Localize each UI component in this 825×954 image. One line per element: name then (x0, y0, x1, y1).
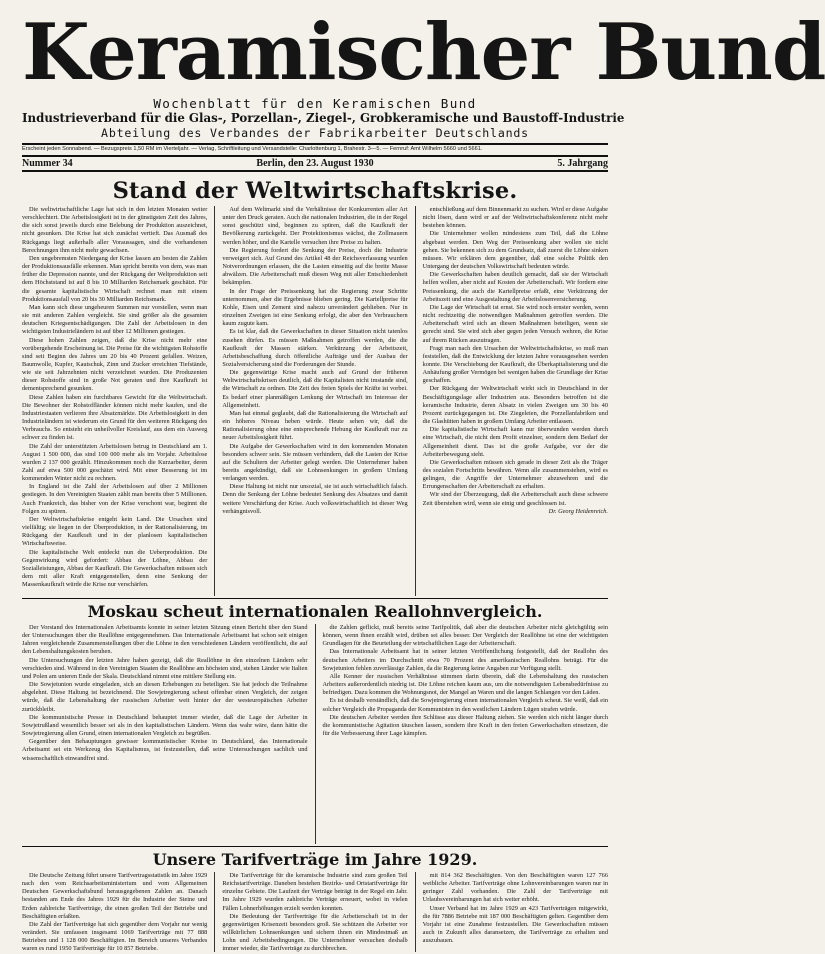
paragraph: Gegenüber den Behauptungen gewisser kommunistischer Kreise in Deutschland, das Internationale Arbeitsamt sei ein Werkzeug des Kapitalismus, ist festzustellen, daß seine Untersuchungen sachlich und wissenschaftlich einwandfrei sind. (22, 738, 308, 762)
paragraph: Man hat einmal geglaubt, daß die Rationalisierung die Wirtschaft auf ein höheres Niveau heben würde. Heute sehen wir, daß die Rationalisierung ohne eine entsprechende Hebung der Kaufkraft nur zu neuer Arbeitslosigkeit führt. (222, 409, 408, 442)
article1-column-2 (222, 206, 407, 596)
paragraph: Der Vorstand des Internationalen Arbeitsamts konnte in seiner letzten Sitzung einen Bericht über den Stand der Untersuchungen über die Reallöhne entgegennehmen. Das Internationale Arbeitsamt hat schon seit einigen Jahren vergleichende Zusammenstellungen über die Löhne in den verschiedenen Ländern veröffentlicht, die auf den Lebenshaltungskosten beruhen. (22, 624, 308, 656)
article1-column-3 (423, 206, 608, 596)
author-signature: Dr. Georg Heidenreich. (548, 507, 608, 515)
paragraph: Die Zahl der unterstützten Arbeitslosen betrug in Deutschland am 1. August 1 500 000, das sind 100 000 mehr als im Vorjahr. Arbeitslose wurden 2 137 000 gezählt. Hinzukommen noch die Kurzarbeiter, deren Zahl auf etwa 500 000 geschätzt wird. Mit einer Besserung ist im kommenden Winter nicht zu rechnen. (22, 442, 208, 483)
paragraph: Es ist klar, daß die Gewerkschaften in dieser Situation nicht tatenlos zusehen dürfen. Es müssen Maßnahmen getroffen werden, die die Kaufkraft der Massen stärken. Verkürzung der Arbeitszeit, Arbeitsbeschaffung durch öffentliche Aufträge und der Ausbau der Sozialversicherung sind die Forderungen der Stunde. (222, 328, 408, 368)
column-divider (214, 206, 215, 596)
section-rule (22, 846, 608, 847)
column-divider (214, 872, 215, 952)
article-body-weltwirtschaftskrise (22, 206, 608, 596)
paragraph: In England ist die Zahl der Arbeitslosen auf über 2 Millionen gestiegen. In den Vereinigten Staaten zählt man bereits über 5 Millionen. Auch Frankreich, das bisher von der Krise verschont war, beginnt die Folgen zu spüren. (22, 483, 208, 515)
paragraph: Die Tarifverträge für die keramische Industrie sind zum großen Teil Reichstarifverträge. Daneben bestehen Bezirks- und Ortstarifverträge für einzelne Gebiete. Die Laufzeit der Verträge beträgt in der Regel ein Jahr. Im Jahre 1929 wurden zahlreiche Verträge erneuert, wobei in vielen Fällen Lohnerhöhungen erzielt werden konnten. (222, 872, 408, 912)
paragraph: Die kapitalistische Welt entdeckt nun die Ueberproduktion. Die Gegenwirkung wird gefordert: Abbau der Löhne, Abbau der Sozialleistungen, Abbau der Kaufkraft. Die Gewerkschaften müssen sich dem mit aller Kraft entgegenstellen, denn eine Senkung der Massenkaufkraft würde die Krise nur verschärfen. (22, 548, 208, 589)
article3-column-2 (222, 872, 407, 952)
article-headline-moskau: Moskau scheut internationalen Reallohnvergleich. (87, 602, 543, 621)
paragraph: Die Bedeutung der Tarifverträge für die Arbeiterschaft ist in der gegenwärtigen Krisenzeit besonders groß. Sie schützen die Arbeiter vor willkürlichen Lohnsenkungen und sichern ihnen ein Mindestmaß an Lohn und Arbeitsbedingungen. Die Unternehmer versuchen deshalb immer wieder, die Tarifverträge zu durchbrechen. (222, 912, 408, 953)
issue-bar (22, 155, 608, 172)
masthead-subtitle: Wochenblatt für den Keramischen Bund (153, 96, 477, 111)
paragraph: Die Aufgabe der Gewerkschaften wird in den kommenden Monaten besonders schwer sein. Sie müssen verhindern, daß die Lasten der Krise auf die Schultern der Arbeiter gelegt werden. Die Unternehmer haben bereits angekündigt, daß sie Lohnsenkungen in großem Umfang verlangen werden. (222, 442, 408, 483)
paragraph: Der Rückgang der Weltwirtschaft wirkt sich in Deutschland in der Beschäftigungslage aller Industrien aus. Besonders betroffen ist die keramische Industrie, deren Absatz in vielen Zweigen um 30 bis 40 Prozent zurückgegangen ist. Die Ziegeleien, die Porzellanfabriken und die Glashütten haben in großem Umfang Arbeiter entlassen. (422, 385, 608, 426)
paragraph: Den ungebremsten Niedergang der Krise lassen am besten die Zahlen der Produktionsausfälle erkennen. Man spricht bereits von dem, was man früher die Depression nannte, und der Rückgang der Weltproduktion seit dem Höchststand ist auf 8 bis 10 Milliarden Reichsmark geschätzt. Für die gesamte kapitalistische Wirtschaft rechnet man mit einem Produktionsausfall von 20 bis 30 Milliarden Reichsmark. (22, 254, 208, 303)
paragraph: Diese Haltung ist nicht nur unsozial, sie ist auch wirtschaftlich falsch. Denn die Senkung der Löhne bedeutet Senkung des Absatzes und damit weitere Verschärfung der Krise. Auch volkswirtschaftlich ist dieser Weg verhängnisvoll. (222, 483, 408, 515)
paragraph: Die Sowjetunion wurde eingeladen, sich an diesen Erhebungen zu beteiligen. Sie hat jedoch die Teilnahme abgelehnt. Diese Haltung ist bezeichnend. Die Sowjetregierung scheut offenbar einen Vergleich, der zeigen würde, daß die Lebenshaltung der russischen Arbeiter weit hinter der der westeuropäischen Arbeiter zurückbleibt. (22, 681, 308, 713)
issue-place-date: Berlin, den 23. August 1930 (256, 158, 374, 169)
paragraph: Es ist deshalb verständlich, daß die Sowjetregierung einen internationalen Vergleich scheut. Sie weiß, daß ein solcher Vergleich die Propaganda der Kommunisten in den westlichen Ländern Lügen strafen würde. (322, 697, 608, 713)
paragraph: entschließung auf dem Binnenmarkt zu suchen. Wird er diese Aufgabe nicht lösen, dann wird er auf der Weltwirtschaftskonferenz nicht mehr bestehen können. (422, 206, 608, 230)
paragraph: Die gegenwärtige Krise macht auch auf Grund der früheren Weltwirtschaftskrisen deutlich, daß die Kapitalisten nicht imstande sind, die Wirtschaft zu ordnen. Die Zeit des freien Spiels der Kräfte ist vorbei. Es bedarf einer planmäßigen Lenkung der Wirtschaft im Interesse der Allgemeinheit. (222, 369, 408, 409)
masthead-subtitle-industry: Industrieverband für die Glas-, Porzellan-, Ziegel-, Grobkeramische und Baustoff-Industrie (22, 111, 625, 125)
article-headline-weltwirtschaftskrise: Stand der Weltwirtschaftskrise. (112, 178, 518, 204)
paragraph: Fragt man nach den Ursachen der Weltwirtschaftskrise, so muß man feststellen, daß die Entwicklung der letzten Jahre vorausgesehen werden konnte. Die Verschiebung der Kaufkraft, die Überkapitalisierung und die Anhäufung großer Vermögen bei wenigen haben die Grundlage der Krise geschaffen. (422, 344, 608, 385)
paragraph: Die kommunistische Presse in Deutschland behauptet immer wieder, daß die Lage der Arbeiter in Sowjetrußland wesentlich besser sei als in den kapitalistischen Ländern. Wenn das wahr wäre, dann hätte die Sowjetregierung allen Grund, einen internationalen Vergleich zu begrüßen. (22, 713, 308, 738)
article2-column-1 (22, 624, 308, 844)
column-divider (415, 872, 416, 952)
paragraph: Die Regierung fordert die Senkung der Preise, doch die Industrie verweigert sich. Auf Grund des Artikel 48 der Reichsverfassung wurden Notverordnungen erlassen, die die Lasten einseitig auf die breite Masse abwälzen. Die Arbeiterschaft muß diesen Weg mit aller Entschiedenheit bekämpfen. (222, 246, 408, 287)
masthead-title: Keramischer Bund (22, 7, 825, 98)
paragraph: Diese Zahlen haben ein furchtbares Gewicht für die Weltwirtschaft. Die Bewohner der Rohstoffländer können nicht mehr kaufen, und die Industriestaaten verlieren ihre Absatzmärkte. Die Arbeitslosigkeit in den Industrieländern ist wiederum ein Grund für den weiteren Rückgang des Verbrauchs. So entsteht ein unheilvoller Kreislauf, aus dem ein Ausweg schwer zu finden ist. (22, 393, 208, 442)
paragraph: Diese hohen Zahlen zeigen, daß die Krise nicht mehr eine vorübergehende Erscheinung ist. Die Preise für die wichtigsten Rohstoffe sind seit Beginn des Jahres um 20 bis 40 Prozent gefallen. Weizen, Baumwolle, Kupfer, Kautschuk, Zinn und Zucker erreichten Tiefstände, wie sie seit Jahrzehnten nicht verzeichnet wurden. Die Produzenten dieser Rohstoffe sind in große Not geraten und ihre Kaufkraft ist dementsprechend gesunken. (22, 336, 208, 393)
paragraph: Die deutschen Arbeiter werden ihre Schlüsse aus dieser Haltung ziehen. Sie werden sich nicht länger durch die kommunistische Agitation täuschen lassen, sondern ihre Kraft in den freien Gewerkschaften einsetzen, die für die Verbesserung ihrer Lage kämpfen. (322, 713, 608, 738)
paragraph: Die Gewerkschaften müssen sich gerade in dieser Zeit als die Träger des sozialen Fortschritts bewähren. Wenn alle zusammenstehen, wird es gelingen, die Angriffe der Unternehmer abzuwehren und die Errungenschaften der Arbeiterschaft zu erhalten. (422, 458, 608, 491)
section-rule (22, 598, 608, 599)
issue-number: Nummer 34 (22, 158, 73, 169)
paragraph: Alle Kenner der russischen Verhältnisse stimmen darin überein, daß die Lebenshaltung des russischen Arbeiters außerordentlich niedrig ist. Die Löhne reichen kaum aus, um die notwendigsten Lebensbedürfnisse zu befriedigen. Dazu kommen die Wohnungsnot, der Mangel an Waren und die langen Schlangen vor den Läden. (322, 672, 608, 697)
paragraph: Das Internationale Arbeitsamt hat in seiner letzten Veröffentlichung festgestellt, daß der Reallohn des deutschen Arbeiters im Durchschnitt etwa 70 Prozent des amerikanischen Reallohns beträgt. Für die Sowjetunion fehlen zuverlässige Zahlen, da die Regierung keine Angaben zur Verfügung stellt. (322, 648, 608, 672)
paragraph: Die Untersuchungen der letzten Jahre haben gezeigt, daß die Reallöhne in den einzelnen Ländern sehr verschieden sind. Während in den Vereinigten Staaten die Reallöhne am höchsten sind, stehen Länder wie Italien und Polen am unteren Ende der Skala. Deutschland nimmt eine mittlere Stellung ein. (22, 656, 308, 680)
article-headline-tarifvertraege: Unsere Tarifverträge im Jahre 1929. (152, 850, 478, 869)
paragraph: Die Deutsche Zeitung führt unsere Tarifvertragsstatistik im Jahre 1929 nach den vom Reichsarbeitsministerium und vom Allgemeinen Deutschen Gewerkschaftsbund herausgegebenen Zahlen an. Danach bestanden am Ende des Jahres 1929 für die Industrie der Steine und Erden zahlreiche Tarifverträge, die einen großen Teil der Betriebe und Beschäftigten erfaßten. (22, 872, 208, 920)
column-divider (415, 206, 416, 596)
article2-column-2 (323, 624, 609, 844)
article-body-moskau (22, 624, 608, 844)
publication-info: Erscheint jeden Sonnabend. — Bezugspreis 1,50 RM im Vierteljahr. — Verlag, Schriftleitung und Versandstelle: Charlottenburg 1, Brahestr. 3—5. — Fernruf: Amt Wilhelm 5660 und 5661. (22, 146, 483, 152)
paragraph: die Zahlen geflickt, muß bereits seine Tarifpolitik, daß aber die deutschen Arbeiter nicht gleichgültig sein können, wenn ihnen erzählt wird, drüben sei alles besser. Der Vergleich der Reallöhne ist eine der wichtigsten Grundlagen für die Beurteilung der wirtschaftlichen Lage der Arbeiterschaft. (322, 624, 608, 648)
paragraph: Die Unternehmer wollen mindestens zum Teil, daß die Löhne abgebaut werden. Den Weg der Preissenkung aber wollen sie nicht gehen. Sie bekennen sich zu dem Grundsatz, daß zuerst die Löhne sinken müssen. Wir erklären dem gegenüber, daß eine solche Politik den Untergang der deutschen Volkswirtschaft bedeuten würde. (422, 230, 608, 271)
paragraph: Der Weltwirtschaftskrise entgeht kein Land. Die Ursachen sind vielfältig; sie liegen in der Überproduktion, in der Rationalisierung, im Rückgang der Kaufkraft und in der planlosen kapitalistischen Wirtschaftsweise. (22, 515, 208, 548)
paragraph: Man kann sich diese ungeheuren Summen nur vorstellen, wenn man sie mit anderen Zahlen vergleicht. Sie sind größer als die gesamten deutschen Kriegsentschädigungen. Die Zahl der Arbeitslosen in den wichtigsten Industrieländern ist auf über 12 Millionen gestiegen. (22, 303, 208, 336)
article3-column-3 (423, 872, 608, 952)
masthead-subtitle-department: Abteilung des Verbandes der Fabrikarbeiter Deutschlands (101, 126, 529, 140)
column-divider (315, 624, 316, 844)
paragraph: Die Gewerkschaften haben deutlich gemacht, daß sie der Wirtschaft helfen wollen, aber nicht auf Kosten der Arbeiterschaft. Wir fordern eine Preissenkung, die auch die Kartellpreise erfaßt, eine Verkürzung der Arbeitszeit und eine Ausgestaltung der Arbeitslosenversicherung. (422, 271, 608, 303)
paragraph: In der Frage der Preissenkung hat die Regierung zwar Schritte unternommen, aber die Ergebnisse blieben gering. Die Kartellpreise für Kohle, Eisen und Zement sind nahezu unverändert geblieben. Nur in einzelnen Zweigen ist eine Senkung erfolgt, die aber den Verbrauchern kaum zugute kam. (222, 287, 408, 328)
paragraph: Die Lage der Wirtschaft ist ernst. Sie wird noch ernster werden, wenn nicht rechtzeitig die notwendigen Maßnahmen getroffen werden. Die Arbeiterschaft wird sich an diesen Maßnahmen beteiligen, wenn sie gerecht sind. Sie wird sich aber gegen jeden Versuch wehren, die Krise auf ihrem Rücken auszutragen. (422, 303, 608, 344)
article1-column-1 (22, 206, 207, 596)
paragraph: Die kapitalistische Wirtschaft kann nur überwunden werden durch eine Wirtschaft, die nicht dem Profit einzelner, sondern dem Bedarf der Allgemeinheit dient. Das ist die große Aufgabe, vor der die Arbeiterbewegung steht. (422, 426, 608, 458)
paragraph: Die weltwirtschaftliche Lage hat sich in den letzten Monaten weiter verschlechtert. Die Arbeitslosigkeit ist in der günstigsten Zeit des Jahres, die sich sonst jeweils durch eine Belebung der Produktion auszeichnet, nicht gesunken. Die Krise hat sich zunächst vertieft. Das Ausmaß des Rückgangs liegt außerhalb aller Voraussagen, sind die vorhandenen Berechnungen ihm nicht mehr gewachsen. (22, 206, 208, 254)
article-body-tarifvertraege (22, 872, 608, 952)
paragraph: mit 814 362 Beschäftigten. Von den Beschäftigten waren 127 766 weibliche Arbeiter. Tarifverträge ohne Lohnvereinbarungen waren nur in geringer Zahl vorhanden. Die Zahl der Tarifverträge mit Urlaubsvereinbarungen hat sich weiter erhöht. (422, 872, 608, 904)
paragraph: Auf dem Weltmarkt sind die Verhältnisse der Konkurrenten aller Art unter den Druck geraten. Auch die nationalen Industrien, die in der Regel sonst geschützt sind, beginnen zu spüren, daß die Kaufkraft der Bevölkerung zurückgeht. Der Protektionismus wächst, die Zollmauern werden höher, und die Kartelle versuchen ihre Preise zu halten. (222, 206, 408, 246)
paragraph: Die Zahl der Tarifverträge hat sich gegenüber dem Vorjahr nur wenig verändert. Sie umfassen insgesamt 1069 Tarifverträge mit 77 888 Betrieben und 1 128 000 Beschäftigten. Im Bereich unseres Verbandes waren es rund 1950 Tarifverträge für 10 857 Betriebe. (22, 920, 208, 953)
paragraph: Wir sind der Überzeugung, daß die Arbeiterschaft auch diese schwere Zeit überstehen wird, wenn sie einig und geschlossen ist. (422, 491, 608, 507)
article3-column-1 (22, 872, 207, 952)
paragraph: Unser Verband hat im Jahre 1929 an 423 Tarifverträgen mitgewirkt, die für 7886 Betriebe mit 187 000 Beschäftigten gelten. Gegenüber dem Vorjahr ist eine Zunahme festzustellen. Die Gewerkschaften müssen auch in Zukunft alles daransetzen, die Tarifverträge zu erhalten und auszubauen. (422, 904, 608, 945)
issue-volume: 5. Jahrgang (557, 158, 608, 169)
